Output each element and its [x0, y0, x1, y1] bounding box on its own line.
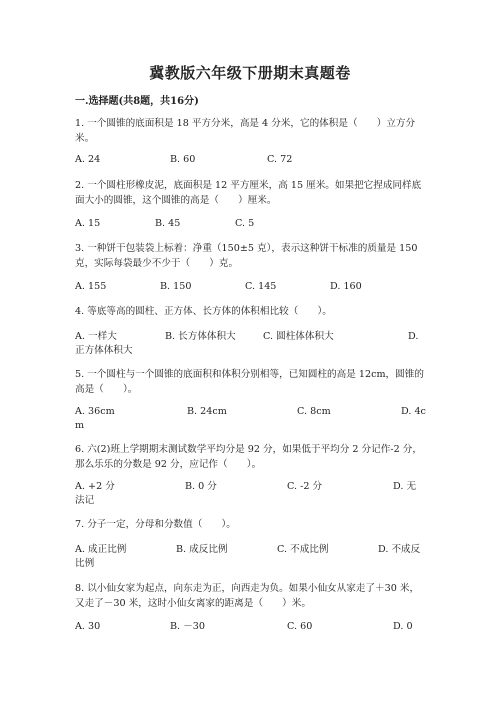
option-c[interactable]: C. 不成比例	[277, 544, 329, 555]
question-2: 2. 一个圆柱形橡皮泥，底面积是 12 平方厘米，高 15 厘米。如果把它捏成同样底面大小的圆锥，这个圆锥的高是（ ）厘米。	[75, 180, 422, 206]
option-d-continuation: 法记	[75, 495, 95, 506]
option-a[interactable]: A. 24	[75, 154, 101, 165]
option-a[interactable]: A. 155	[75, 281, 107, 292]
question-8: 8. 以小仙女家为起点，向东走为正，向西走为负。如果小仙女从家走了＋30 米，又走了－30 米，这时小仙女离家的距离是（ ）米。	[75, 583, 420, 609]
option-d[interactable]: D. 不成反	[378, 544, 421, 555]
option-c[interactable]: C. 145	[245, 281, 277, 292]
question-3-options	[75, 279, 427, 294]
option-a[interactable]: A. 成正比例	[75, 544, 127, 555]
question-4-options	[75, 329, 427, 344]
option-b[interactable]: B. 长方体体积大	[165, 331, 236, 342]
option-a[interactable]: A. +2 分	[75, 481, 115, 492]
question-5-options	[75, 404, 427, 419]
option-d[interactable]: D. 0	[393, 621, 413, 632]
question-1: 1. 一个圆锥的底面积是 18 平方分米，高是 4 分米，它的体积是（ ）立方分米。	[75, 118, 416, 144]
option-d[interactable]: D. 160	[330, 281, 362, 292]
question-4: 4. 等底等高的圆柱、正方体、长方体的体积相比较（ ）。	[75, 306, 332, 317]
page-title: 冀教版六年级下册期末真题卷	[149, 64, 351, 82]
question-8-options	[75, 619, 427, 634]
option-b[interactable]: B. 24cm	[187, 406, 227, 417]
question-7-options	[75, 542, 427, 557]
option-c[interactable]: C. -2 分	[287, 481, 323, 492]
option-c[interactable]: C. 圆柱体体积大	[263, 331, 334, 342]
option-c[interactable]: C. 8cm	[297, 406, 331, 417]
option-b[interactable]: B. 60	[170, 154, 196, 165]
option-a[interactable]: A. 一样大	[75, 331, 117, 342]
option-b[interactable]: B. 成反比例	[176, 544, 228, 555]
question-7: 7. 分子一定，分母和分数值（ ）。	[75, 519, 236, 530]
option-a[interactable]: A. 36cm	[75, 406, 115, 417]
option-a[interactable]: A. 30	[75, 621, 101, 632]
question-1-options	[75, 152, 427, 167]
option-c[interactable]: C. 60	[287, 621, 313, 632]
option-d-continuation: 比例	[75, 558, 95, 569]
question-3: 3. 一种饼干包装袋上标着：净重（150±5 克），表示这种饼干标准的质量是 150 克，实际每袋最少不少于（ ）克。	[75, 243, 418, 269]
option-d-continuation: m	[75, 420, 85, 431]
option-d[interactable]: D.	[408, 331, 419, 342]
option-b[interactable]: B. 45	[155, 218, 181, 229]
option-b[interactable]: B. －30	[170, 621, 205, 632]
question-2-options	[75, 216, 427, 231]
option-c[interactable]: C. 5	[235, 218, 255, 229]
question-5: 5. 一个圆柱与一个圆锥的底面积和体积分别相等，已知圆柱的高是 12cm，圆锥的高是（ ）。	[75, 369, 424, 395]
question-6-options	[75, 479, 427, 494]
option-b[interactable]: B. 150	[160, 281, 192, 292]
option-d[interactable]: D. 4c	[401, 406, 426, 417]
question-6: 6. 六(2)班上学期期末测试数学平均分是 92 分，如果低于平均分 2 分记作-2 分，那么乐乐的分数是 92 分，应记作（ ）。	[75, 444, 422, 470]
option-d-continuation: 正方体体积大	[75, 345, 133, 356]
option-c[interactable]: C. 72	[267, 154, 293, 165]
option-a[interactable]: A. 15	[75, 218, 101, 229]
section-heading: 一.选择题(共8题，共16分)	[75, 96, 199, 107]
option-b[interactable]: B. 0 分	[185, 481, 217, 492]
option-d[interactable]: D. 无	[393, 481, 417, 492]
